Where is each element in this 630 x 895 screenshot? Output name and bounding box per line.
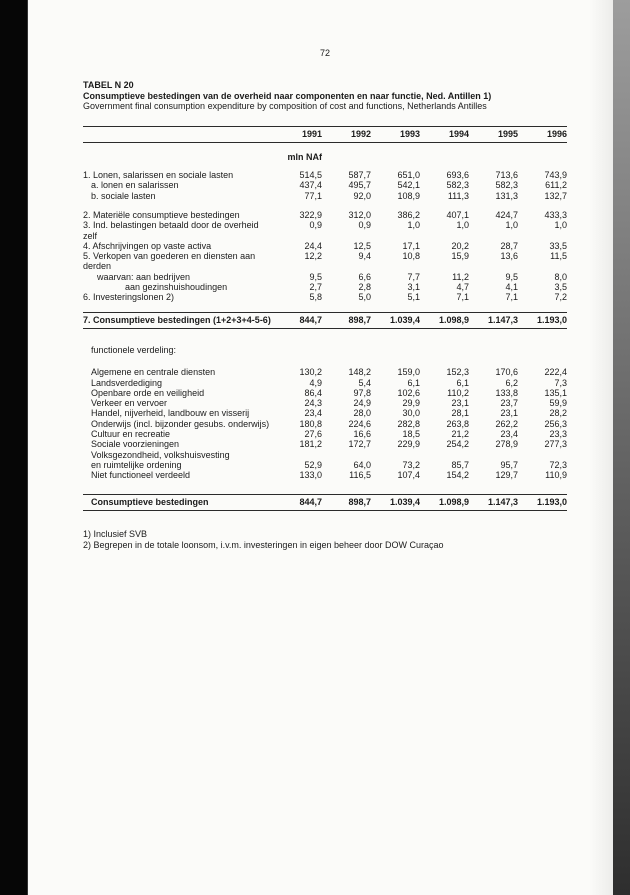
unit-spacer: [83, 152, 273, 162]
table-row: [83, 388, 567, 398]
footnote-2: 2) Begrepen in de totale loonsom, i.v.m. investeringen in eigen beheer door DOW Curaçao: [83, 539, 444, 550]
table-cell: 2,8: [358, 282, 371, 293]
table-cell: 2,7: [309, 282, 322, 293]
table-cell: 1,0: [407, 220, 420, 231]
row-label: en ruimtelijke ordening: [91, 459, 182, 470]
table-row: [83, 220, 567, 241]
table-cell: 254,2: [446, 439, 469, 450]
table-row: [83, 170, 567, 180]
row-label: Onderwijs (incl. bijzonder gesubs. onderwijs): [91, 418, 270, 429]
table-cell: 9,5: [309, 271, 322, 282]
table-cell: 148,2: [348, 367, 371, 378]
total-cell: 1.098,9: [438, 314, 469, 325]
table-cell: 28,2: [549, 408, 567, 419]
table-cell: 7,3: [554, 377, 567, 388]
table-cell: 5,0: [358, 292, 371, 303]
cost-components-section: [83, 170, 567, 303]
row-label: Sociale voorzieningen: [91, 439, 180, 450]
row-label: Handel, nijverheid, landbouw en visserij: [91, 408, 250, 419]
row-label: a. lonen en salarissen: [91, 180, 179, 191]
table-cell: 224,6: [348, 418, 371, 429]
table-cell: [273, 450, 322, 460]
final-cell: 844,7: [299, 496, 322, 507]
table-cell: 1,0: [554, 220, 567, 231]
document-page: [28, 0, 613, 895]
scan-right-edge: [613, 0, 630, 895]
table-cell: 3,1: [407, 282, 420, 293]
spacer: [322, 152, 371, 162]
final-cell: 1.039,4: [389, 496, 420, 507]
year-header: 1995: [497, 128, 518, 139]
table-row: [83, 419, 567, 429]
rule-header-bottom: [83, 142, 567, 143]
table-row: [83, 191, 567, 201]
table-cell: 131,3: [495, 190, 518, 201]
table-row: [83, 378, 567, 388]
table-cell: 23,1: [500, 408, 518, 419]
table-cell: 110,2: [447, 387, 469, 398]
table-cell: 116,5: [349, 470, 371, 481]
table-cell: 159,0: [397, 367, 420, 378]
row-label: waarvan: aan bedrijven: [97, 271, 191, 282]
table-cell: 542,1: [397, 180, 420, 191]
table-cell: 17,1: [402, 240, 420, 251]
final-cell: 1.098,9: [438, 496, 469, 507]
table-cell: 495,7: [348, 180, 371, 191]
table-cell: 222,4: [544, 367, 567, 378]
table-cell: 407,1: [446, 209, 469, 220]
unit-label: mln NAf: [287, 151, 322, 162]
table-cell: 7,2: [554, 292, 567, 303]
table-cell: 4,7: [456, 282, 469, 293]
table-row: [83, 460, 567, 470]
table-cell: 437,4: [299, 180, 322, 191]
table-cell: 23,3: [549, 429, 567, 440]
table-cell: 433,3: [544, 209, 567, 220]
table-row: [83, 450, 567, 460]
page-content: [28, 0, 613, 551]
table-cell: 133,0: [299, 470, 322, 481]
final-cell: 898,7: [348, 496, 371, 507]
table-row: [83, 439, 567, 449]
spacer: [371, 152, 420, 162]
table-cell: 0,9: [358, 220, 371, 231]
table-cell: 693,6: [446, 170, 469, 181]
table-cell: 129,7: [495, 470, 518, 481]
table-cell: 12,2: [304, 251, 322, 262]
functional-heading: functionele verdeling:: [91, 344, 177, 355]
table-cell: 13,6: [500, 251, 518, 262]
row-label: Landsverdediging: [91, 377, 163, 388]
row-label: 1. Lonen, salarissen en sociale lasten: [83, 170, 234, 181]
table-cell: 6,1: [456, 377, 469, 388]
table-header-row: [83, 127, 567, 142]
title-block: [83, 80, 567, 112]
table-cell: 20,2: [451, 240, 469, 251]
table-cell: 12,5: [353, 240, 371, 251]
table-cell: 23,7: [500, 398, 518, 409]
final-row-label: Consumptieve bestedingen: [91, 496, 209, 507]
table-cell: 5,4: [358, 377, 371, 388]
table-cell: 152,3: [446, 367, 469, 378]
table-cell: 611,2: [545, 180, 567, 191]
row-label: Cultuur en recreatie: [91, 429, 171, 440]
table-cell: 256,3: [544, 418, 567, 429]
functional-distribution-section: [83, 367, 567, 480]
table-cell: 28,1: [451, 408, 469, 419]
year-header: 1996: [546, 128, 567, 139]
year-header: 1992: [350, 128, 371, 139]
row-label: 3. Ind. belastingen betaald door de overheid zelf: [83, 220, 259, 241]
table-cell: 27,6: [304, 429, 322, 440]
table-cell: 6,2: [505, 377, 518, 388]
table-cell: 64,0: [353, 459, 371, 470]
table-cell: 587,7: [348, 170, 371, 181]
table-cell: 386,2: [397, 209, 420, 220]
table-cell: 7,7: [407, 271, 420, 282]
table-cell: 111,3: [447, 190, 469, 201]
table-cell: 18,5: [402, 429, 420, 440]
table-cell: 263,8: [446, 418, 469, 429]
total-cell: 1.147,3: [487, 314, 518, 325]
table-cell: 102,6: [397, 387, 420, 398]
table-cell: 651,0: [397, 170, 420, 181]
table-cell: 108,9: [397, 190, 420, 201]
table-row: [83, 272, 567, 282]
title-english: Government final consumption expenditure by composition of cost and functions, Netherlands Antilles: [83, 101, 487, 111]
row-label: 5. Verkopen van goederen en diensten aan derden: [83, 251, 256, 272]
footnote-1: 1) Inclusief SVB: [83, 528, 148, 539]
table-cell: 95,7: [500, 459, 518, 470]
table-id: TABEL N 20: [83, 80, 134, 90]
row-label: Algemene en centrale diensten: [91, 367, 216, 378]
table-cell: 107,4: [397, 470, 420, 481]
table-cell: 5,1: [407, 292, 420, 303]
total-row: [83, 313, 567, 328]
table-cell: 5,8: [309, 292, 322, 303]
table-cell: 77,1: [304, 190, 322, 201]
table-cell: 28,0: [353, 408, 371, 419]
table-cell: [322, 450, 371, 460]
table-cell: [371, 450, 420, 460]
table-cell: 7,1: [505, 292, 518, 303]
table-cell: 180,8: [299, 418, 322, 429]
table-cell: 312,0: [348, 209, 371, 220]
table-cell: 23,4: [304, 408, 322, 419]
table-cell: 1,0: [505, 220, 518, 231]
table-cell: 7,1: [456, 292, 469, 303]
table-cell: 9,4: [358, 251, 371, 262]
table-cell: 582,3: [446, 180, 469, 191]
table-cell: 282,8: [397, 418, 420, 429]
table-cell: 262,2: [495, 418, 518, 429]
row-label: 4. Afschrijvingen op vaste activa: [83, 240, 212, 251]
title-dutch: Consumptieve bestedingen van de overheid naar componenten en naar functie, Ned. Antillen 1): [83, 90, 492, 101]
spacer: [518, 152, 567, 162]
table-row: [83, 367, 567, 377]
table-row: [83, 180, 567, 190]
header-spacer: [83, 129, 273, 139]
table-cell: 0,9: [309, 220, 322, 231]
year-header: 1994: [448, 128, 469, 139]
table-row: [83, 470, 567, 480]
table-cell: 10,8: [402, 251, 420, 262]
table-cell: [518, 450, 567, 460]
table-row: [83, 398, 567, 408]
table-cell: 29,9: [402, 398, 420, 409]
table-cell: 6,6: [358, 271, 371, 282]
rule-total-bottom: [83, 328, 567, 329]
row-label: Openbare orde en veiligheid: [91, 387, 205, 398]
unit-row: [83, 152, 567, 162]
table-cell: 24,9: [353, 398, 371, 409]
row-label: b. sociale lasten: [91, 190, 156, 201]
table-cell: 135,1: [544, 387, 567, 398]
table-cell: 92,0: [353, 190, 371, 201]
table-row: [83, 292, 567, 302]
table-cell: 73,2: [402, 459, 420, 470]
row-label: Verkeer en vervoer: [91, 398, 168, 409]
table-cell: 11,2: [452, 271, 469, 282]
table-cell: 229,9: [397, 439, 420, 450]
table-cell: 172,7: [348, 439, 371, 450]
page-number: 72: [319, 48, 330, 58]
table-cell: 181,2: [299, 439, 322, 450]
table-cell: 23,1: [451, 398, 469, 409]
table-cell: 6,1: [407, 377, 420, 388]
table-cell: [420, 450, 469, 460]
spacer: [420, 152, 469, 162]
total-row-label: 7. Consumptieve bestedingen (1+2+3+4-5-6): [83, 314, 271, 325]
table-row: [83, 251, 567, 272]
table-cell: 713,6: [495, 170, 518, 181]
final-cell: 1.193,0: [536, 496, 567, 507]
table-cell: 28,7: [500, 240, 518, 251]
year-header: 1993: [399, 128, 420, 139]
table-cell: 424,7: [495, 209, 518, 220]
table-cell: 86,4: [304, 387, 322, 398]
total-cell: 898,7: [348, 314, 371, 325]
spacer: [469, 152, 518, 162]
row-label: 6. Investeringslonen 2): [83, 292, 175, 303]
table-cell: 743,9: [544, 170, 567, 181]
rule-final-bottom: [83, 510, 567, 511]
table-cell: 4,9: [309, 377, 322, 388]
table-cell: 582,3: [495, 180, 518, 191]
total-cell: 1.193,0: [536, 314, 567, 325]
table-cell: 21,2: [451, 429, 469, 440]
table-row: [83, 282, 567, 292]
table-cell: 154,2: [446, 470, 469, 481]
table-cell: 8,0: [554, 271, 567, 282]
table-cell: 33,5: [549, 240, 567, 251]
table-cell: 132,7: [544, 190, 567, 201]
table-cell: 110,9: [545, 470, 567, 481]
table-cell: 1,0: [456, 220, 469, 231]
table-cell: 278,9: [495, 439, 518, 450]
table-cell: 59,9: [549, 398, 567, 409]
table-cell: 130,2: [299, 367, 322, 378]
table-cell: 15,9: [451, 251, 469, 262]
table-cell: 133,8: [495, 387, 518, 398]
table-row: [83, 408, 567, 418]
final-total-row: [83, 495, 567, 510]
total-cell: 1.039,4: [389, 314, 420, 325]
row-label: aan gezinshuishoudingen: [125, 282, 228, 293]
total-cell: 844,7: [299, 314, 322, 325]
table-cell: 16,6: [353, 429, 371, 440]
table-cell: 72,3: [549, 459, 567, 470]
table-cell: 24,4: [304, 240, 322, 251]
table-row: [83, 210, 567, 220]
table-cell: 24,3: [304, 398, 322, 409]
footnotes: [83, 529, 567, 551]
table-cell: [469, 450, 518, 460]
final-cell: 1.147,3: [487, 496, 518, 507]
table-cell: 4,1: [505, 282, 518, 293]
table-cell: 9,5: [505, 271, 518, 282]
table-cell: 322,9: [299, 209, 322, 220]
table-cell: 30,0: [402, 408, 420, 419]
table-cell: 85,7: [451, 459, 469, 470]
table-cell: 11,5: [550, 251, 567, 262]
table-cell: 514,5: [299, 170, 322, 181]
data-table: [83, 126, 567, 511]
table-row: [83, 241, 567, 251]
row-label: Volksgezondheid, volkshuisvesting: [91, 449, 230, 460]
table-row: [83, 429, 567, 439]
row-label: Niet functioneel verdeeld: [91, 470, 191, 481]
year-header: 1991: [301, 128, 322, 139]
table-cell: 23,4: [500, 429, 518, 440]
table-cell: 97,8: [353, 387, 371, 398]
table-cell: 170,6: [495, 367, 518, 378]
table-cell: 52,9: [304, 459, 322, 470]
table-cell: 277,3: [544, 439, 567, 450]
row-label: 2. Materiële consumptieve bestedingen: [83, 209, 240, 220]
table-cell: 3,5: [554, 282, 567, 293]
